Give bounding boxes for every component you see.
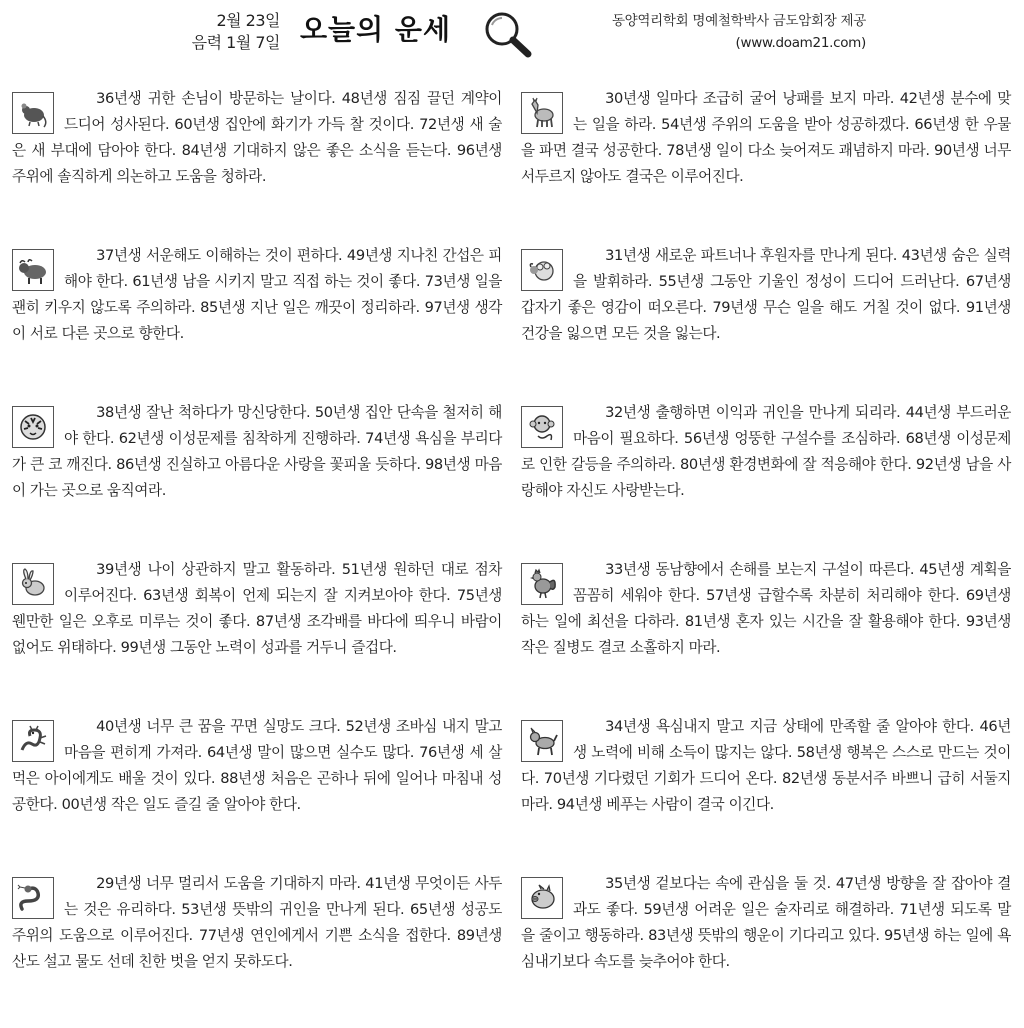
fortune-entry: [12, 714, 502, 871]
fortune-entry: [12, 871, 502, 1028]
credit-url: (www.doam21.com): [735, 35, 866, 51]
solar-date: 2월 23일: [216, 11, 280, 30]
fortune-text: 29년생 너무 멀리서 도움을 기대하지 마라. 41년생 무엇이든 사두는 것은 유리하다. 53년생 뜻밖의 귀인을 만나게 된다. 65년생 성공도 주위의 도움으로 이루어진다. 77년생 연인에게서 기쁜 소식을 접한다. 89년생 산도 설고 물도 선데 친한 벗을 얻지 못하도다.: [12, 875, 502, 970]
right-column: [521, 86, 1011, 1028]
fortune-entry: [12, 557, 502, 714]
rat-icon: [12, 92, 54, 134]
fortune-entry: [521, 86, 1011, 243]
left-column: [12, 86, 502, 1028]
fortune-text: 34년생 욕심내지 말고 지금 상태에 만족할 줄 알아야 한다. 46년생 노력에 비해 소득이 많지는 않다. 58년생 행복은 스스로 만드는 것이다. 70년생 기다렸던 기회가 드디어 온다. 82년생 동분서주 바쁘니 급히 서둘지 마라. 94년생 베푸는 사람이 결국 이긴다.: [521, 718, 1011, 813]
fortune-entry: [521, 871, 1011, 1028]
fortune-text: 33년생 동남향에서 손해를 보는지 구설이 따른다. 45년생 계획을 꼼꼼히 세워야 한다. 57년생 급할수록 차분히 처리해야 한다. 69년생 하는 일에 최선을 다하라. 81년생 혼자 있는 시간을 잘 활용해야 한다. 93년생 작은 질병도 결코 소홀하지 마라.: [521, 561, 1011, 656]
fortune-text: 35년생 겉보다는 속에 관심을 둘 것. 47년생 방향을 잘 잡아야 결과도 좋다. 59년생 어려운 일은 술자리로 해결하라. 71년생 되도록 말을 줄이고 행동하라. 83년생 뜻밖의 행운이 기다리고 있다. 95년생 하는 일에 욕심내기보다 속도를 늦추어야 한다.: [521, 875, 1011, 970]
ox-icon: [12, 249, 54, 291]
snake-icon: [12, 877, 54, 919]
magnifier-icon: [480, 8, 536, 60]
pig-icon: [521, 877, 563, 919]
rabbit-icon: [12, 563, 54, 605]
dragon-icon: [12, 720, 54, 762]
fortune-text: 37년생 서운해도 이해하는 것이 편하다. 49년생 지나친 간섭은 피해야 한다. 61년생 남을 시키지 말고 직접 하는 것이 좋다. 73년생 일을 괜히 키우지 않도록 주의하라. 85년생 지난 일은 깨끗이 정리하라. 97년생 생각이 서로 다른 곳으로 향한다.: [12, 247, 502, 342]
fortune-entry: [12, 400, 502, 557]
fortune-text: 30년생 일마다 조급히 굴어 낭패를 보지 마라. 42년생 분수에 맞는 일을 하라. 54년생 주위의 도움을 받아 성공하겠다. 66년생 한 우물을 파면 결국 성공한다. 78년생 일이 다소 늦어져도 괘념하지 마라. 90년생 너무 서두르지 않아도 결국은 이루어진다.: [521, 90, 1011, 185]
page-title: 오늘의 운세: [300, 13, 451, 46]
fortune-entry: [521, 714, 1011, 871]
fortune-text: 40년생 너무 큰 꿈을 꾸면 실망도 크다. 52년생 조바심 내지 말고 마음을 편히게 가져라. 64년생 말이 많으면 실수도 많다. 76년생 세 살 먹은 아이에게도 배울 것이 있다. 88년생 처음은 곤하나 뒤에 일어나 마침내 성공한다. 00년생 작은 일도 즐길 줄 알아야 한다.: [12, 718, 502, 813]
monkey-icon: [521, 406, 563, 448]
header: [0, 0, 1024, 66]
fortune-text: 36년생 귀한 손님이 방문하는 날이다. 48년생 짐짐 끌던 계약이 드디어 성사된다. 60년생 집안에 화기가 가득 찰 것이다. 72년생 새 술은 새 부대에 담아야 한다. 84년생 기대하지 않은 좋은 소식을 듣는다. 96년생 주위에 솔직하게 의논하고 도움을 청하라.: [12, 90, 502, 185]
lunar-date: 음력 1월 7일: [191, 33, 280, 52]
fortune-entry: [12, 86, 502, 243]
fortune-text: 38년생 잘난 척하다가 망신당한다. 50년생 집안 단속을 철저히 해야 한다. 62년생 이성문제를 침착하게 진행하라. 74년생 욕심을 부리다가 큰 코 깨진다. 86년생 진실하고 아름다운 사랑을 꽃피울 듯하다. 98년생 마음이 가는 곳으로 움직여라.: [12, 404, 502, 499]
horse-icon: [521, 92, 563, 134]
credit-line-1: 동양역리학회 명예철학박사 금도암회장 제공: [611, 13, 866, 29]
fortune-text: 39년생 나이 상관하지 말고 활동하라. 51년생 원하던 대로 점차 이루어진다. 63년생 회복이 언제 되는지 잘 지켜보아야 한다. 75년생 웬만한 일은 오후로 미루는 것이 좋다. 87년생 조각배를 바다에 띄우니 바람이 없어도 위태하다. 99년생 그동안 노력이 성과를 거두니 즐겁다.: [12, 561, 502, 656]
fortune-entry: [521, 557, 1011, 714]
sheep-icon: [521, 249, 563, 291]
dog-icon: [521, 720, 563, 762]
date-block: [168, 10, 280, 54]
fortune-entry: [12, 243, 502, 400]
credit: [556, 10, 866, 54]
fortune-text: 32년생 출행하면 이익과 귀인을 만나게 되리라. 44년생 부드러운 마음이 필요하다. 56년생 엉뚱한 구설수를 조심하라. 68년생 이성문제로 인한 갈등을 주의하라. 80년생 환경변화에 잘 적응해야 한다. 92년생 남을 사랑해야 자신도 사랑받는다.: [521, 404, 1011, 499]
fortune-text: 31년생 새로운 파트너나 후원자를 만나게 된다. 43년생 숨은 실력을 발휘하라. 55년생 그동안 기울인 정성이 드디어 드러난다. 67년생 갑자기 좋은 영감이 떠오른다. 79년생 무슨 일을 해도 거칠 것이 없다. 91년생 건강을 잃으면 모든 것을 잃는다.: [521, 247, 1011, 342]
fortune-entry: [521, 400, 1011, 557]
fortune-entry: [521, 243, 1011, 400]
rooster-icon: [521, 563, 563, 605]
tiger-icon: [12, 406, 54, 448]
